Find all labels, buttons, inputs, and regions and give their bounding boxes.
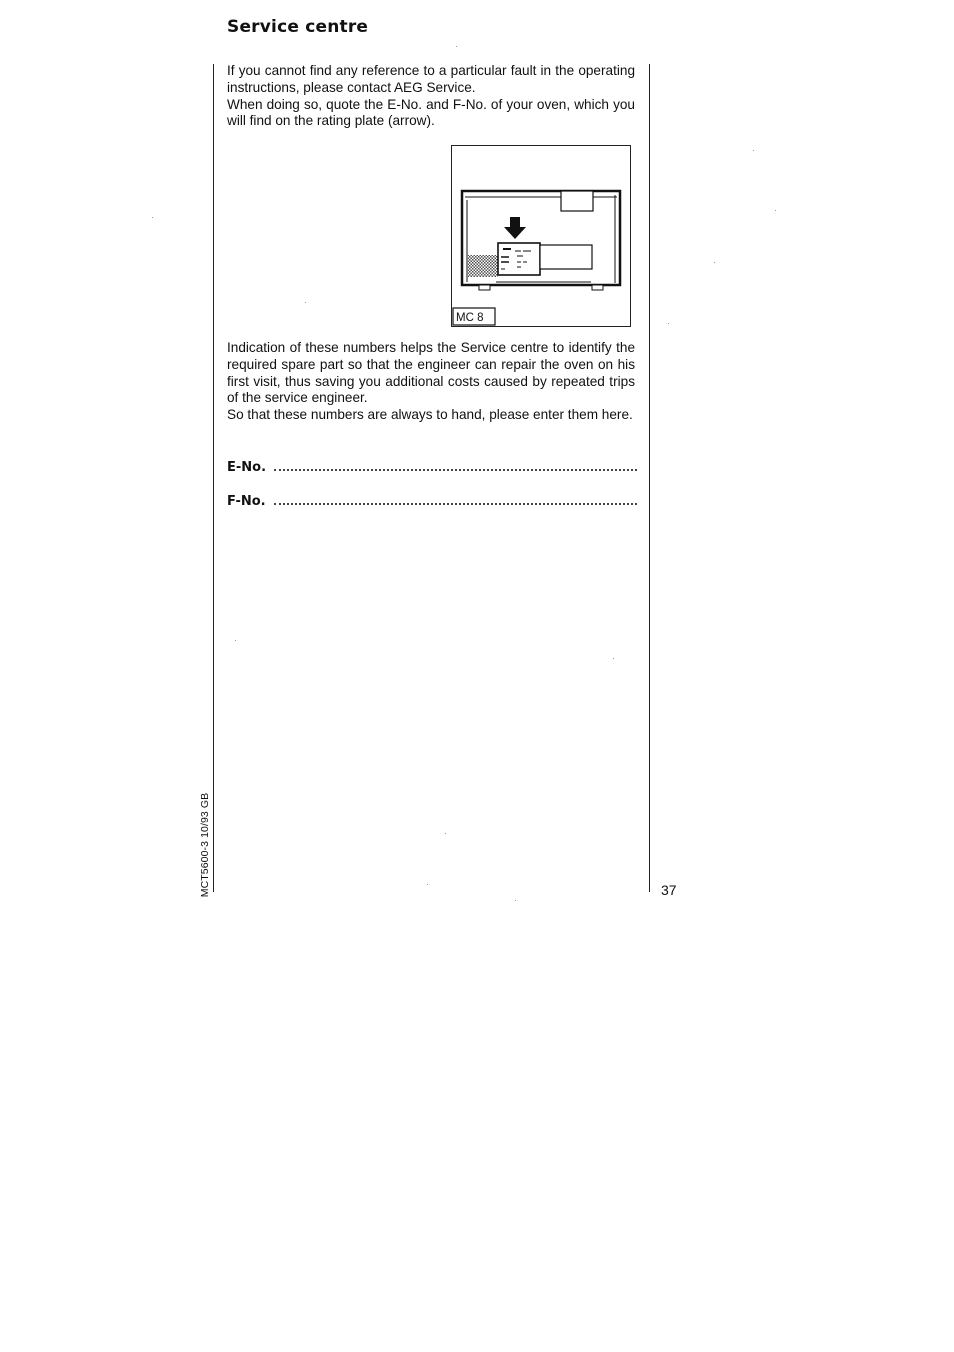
scan-speck [515, 900, 516, 901]
page-number: 37 [661, 882, 677, 898]
scan-speck [456, 46, 457, 47]
scan-speck [305, 302, 306, 303]
e-no-entry-line[interactable] [274, 468, 637, 471]
page-title: Service centre [227, 17, 369, 37]
scan-speck [753, 150, 754, 151]
scan-speck [427, 884, 428, 885]
scan-speck [714, 262, 715, 263]
quote-numbers-paragraph: When doing so, quote the E-No. and F-No. of your oven, which you will find on the rating plate (arrow). [227, 96, 635, 129]
arrow-down-icon [504, 217, 526, 239]
f-no-label: F-No. [227, 494, 266, 509]
oven-outline-icon [462, 191, 620, 290]
f-no-field[interactable] [227, 491, 637, 509]
intro-text-block [227, 63, 635, 130]
enter-numbers-paragraph: So that these numbers are always to hand, please enter them here. [227, 407, 633, 423]
left-margin-rule [213, 64, 214, 892]
explanation-paragraph: Indication of these numbers helps the Service centre to identify the required spare part so that the engineer can repair the oven on his first visit, thus saving you additional costs caused by repeated trips of the service engineer. [227, 340, 635, 406]
oven-illustration [451, 145, 631, 327]
figure-label: MC 8 [456, 312, 484, 324]
rating-plate-icon [498, 243, 592, 275]
scan-speck [775, 210, 776, 211]
scan-speck [152, 217, 153, 218]
rating-plate-figure [451, 145, 631, 327]
document-code: MCT5600-3 10/93 GB [199, 792, 211, 898]
scan-speck [668, 323, 669, 324]
scan-speck [445, 833, 446, 834]
explanation-text-block [227, 340, 635, 424]
f-no-entry-line[interactable] [274, 502, 637, 505]
scan-speck [613, 658, 614, 659]
e-no-field[interactable] [227, 457, 637, 475]
e-no-label: E-No. [227, 460, 267, 475]
right-margin-rule [649, 64, 650, 892]
intro-paragraph: If you cannot find any reference to a particular fault in the operating instructions, please contact AEG Service. [227, 63, 635, 95]
scan-speck [235, 640, 236, 641]
